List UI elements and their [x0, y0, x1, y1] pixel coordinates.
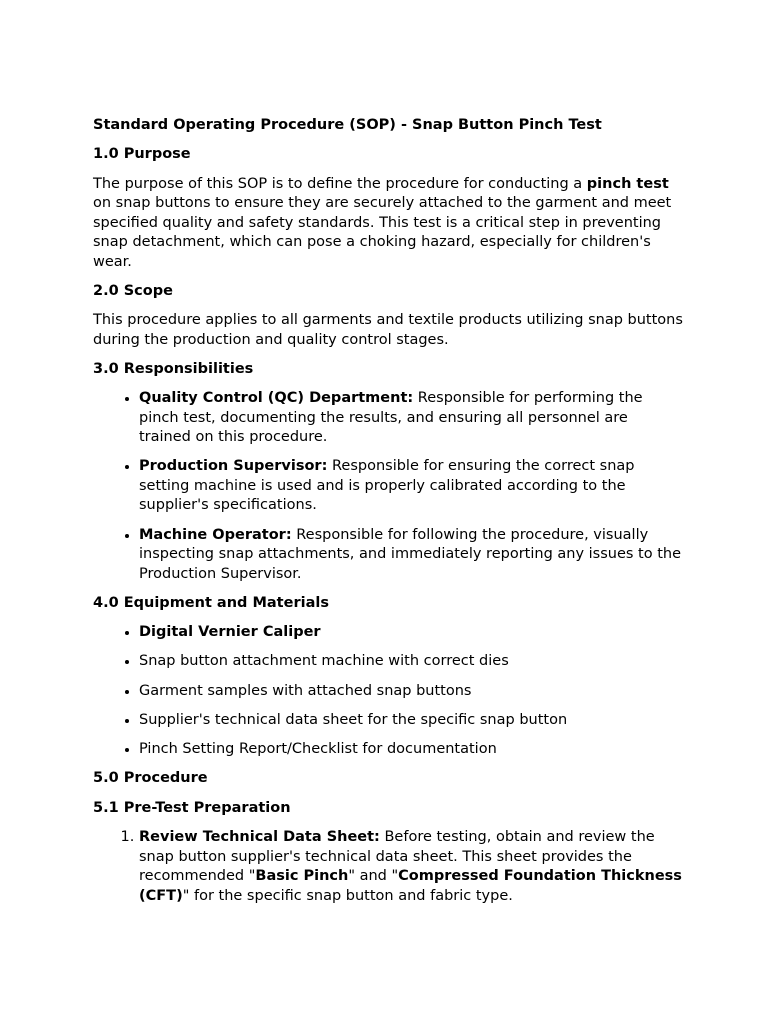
list-item [139, 623, 683, 643]
responsibility-label: Production Supervisor: [139, 458, 328, 475]
step-text-a: Before testing, obtain and review the snap button supplier's technical data sheet. This sheet provides the recommended " [139, 829, 655, 885]
document-body [93, 116, 683, 916]
section-heading-scope: 2.0 Scope [93, 282, 173, 299]
list-item: • Garment samples with attached snap buttons [139, 682, 683, 702]
procedure-steps-list [93, 828, 683, 906]
responsibility-label: Quality Control (QC) Department: [139, 390, 414, 406]
document-title: Standard Operating Procedure (SOP) - Snap Button Pinch Test [93, 117, 602, 133]
responsibilities-list [93, 389, 683, 584]
purpose-text-a: The purpose of this SOP is to define the procedure for conducting a [93, 175, 587, 192]
section-heading-responsibilities: 3.0 Responsibilities [93, 360, 254, 377]
list-item: • Snap button attachment machine with correct dies [139, 652, 683, 672]
responsibility-text: Responsible for performing the pinch test, documenting the results, and ensuring all personnel are trained on this procedure. [139, 390, 643, 445]
step-text-c: " for the specific snap button and fabric type. [182, 887, 513, 904]
responsibility-label: Machine Operator: [139, 526, 292, 543]
purpose-paragraph [93, 175, 683, 273]
step-bold-cft: Compressed Foundation Thickness (CFT) [139, 868, 682, 904]
list-item: • Pinch Setting Report/Checklist for documentation [139, 740, 683, 760]
responsibility-text: Responsible for following the procedure, visually inspecting snap attachments, and immediately reporting any issues to the Production Supervisor. [139, 526, 682, 582]
section-heading-procedure: 5.0 Procedure [93, 770, 208, 787]
list-item [139, 828, 683, 906]
list-item [139, 389, 683, 448]
scope-paragraph: This procedure applies to all garments and textile products utilizing snap buttons during the production and quality control stages. [93, 312, 683, 348]
equipment-item-bold: Digital Vernier Caliper [139, 624, 321, 641]
list-item: • Supplier's technical data sheet for the specific snap button [139, 711, 683, 731]
list-item [139, 526, 683, 585]
purpose-text-b: on snap buttons to ensure they are securely attached to the garment and meet specified quality and safety standards. This test is a critical step in preventing snap detachment, which can pose a choking hazard, especially for children's wear. [93, 195, 672, 270]
section-heading-equipment: 4.0 Equipment and Materials [93, 594, 329, 611]
subsection-heading-pretest: 5.1 Pre-Test Preparation [93, 799, 291, 816]
step-text-b: " and " [348, 868, 399, 885]
responsibility-text: Responsible for ensuring the correct snap setting machine is used and is properly calibrated according to the supplier's specifications. [139, 458, 635, 514]
equipment-list [93, 623, 683, 760]
step-label: Review Technical Data Sheet: [139, 829, 380, 846]
step-bold-basic-pinch: Basic Pinch [255, 868, 349, 885]
section-heading-purpose: 1.0 Purpose [93, 146, 191, 162]
list-item [139, 457, 683, 516]
purpose-bold-term: pinch test [586, 175, 669, 192]
